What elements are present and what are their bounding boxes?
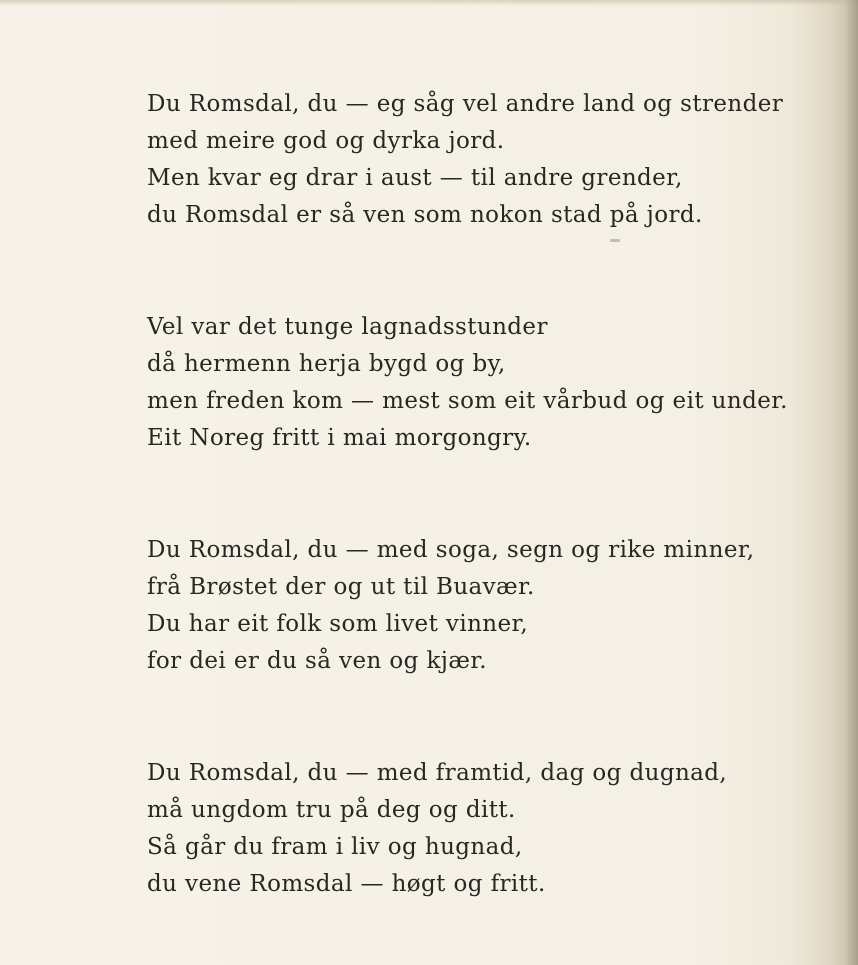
poem-line: men freden kom — mest som eit vårbud og eit under. [147,388,788,414]
poem-line: må ungdom tru på deg og ditt. [147,797,516,823]
poem-line: Vel var det tunge lagnadsstunder [147,314,548,340]
poem-line: frå Brøstet der og ut til Buavær. [147,574,535,600]
poem-line: Men kvar eg drar i aust — til andre grender, [147,165,683,191]
poem-line: Så går du fram i liv og hugnad, [147,834,523,860]
stanza-1 [147,86,837,234]
stanza-2 [147,309,837,457]
poem-line: Du Romsdal, du — med soga, segn og rike minner, [147,537,755,563]
stanza-4 [147,755,837,903]
poem-line: då hermenn herja bygd og by, [147,351,506,377]
poem-line: Du Romsdal, du — eg såg vel andre land og strender [147,91,784,117]
poem [147,86,837,903]
poem-line: Du har eit folk som livet vinner, [147,611,529,637]
poem-line: du vene Romsdal — høgt og fritt. [147,871,546,897]
poem-line: Eit Noreg fritt i mai morgongry. [147,425,532,451]
poem-line: for dei er du så ven og kjær. [147,648,487,674]
poem-line: Du Romsdal, du — med framtid, dag og dugnad, [147,760,728,786]
stanza-3 [147,532,837,680]
poem-line: med meire god og dyrka jord. [147,128,505,154]
poem-line: du Romsdal er så ven som nokon stad på jord. [147,202,703,228]
page-top-shadow [0,0,858,6]
